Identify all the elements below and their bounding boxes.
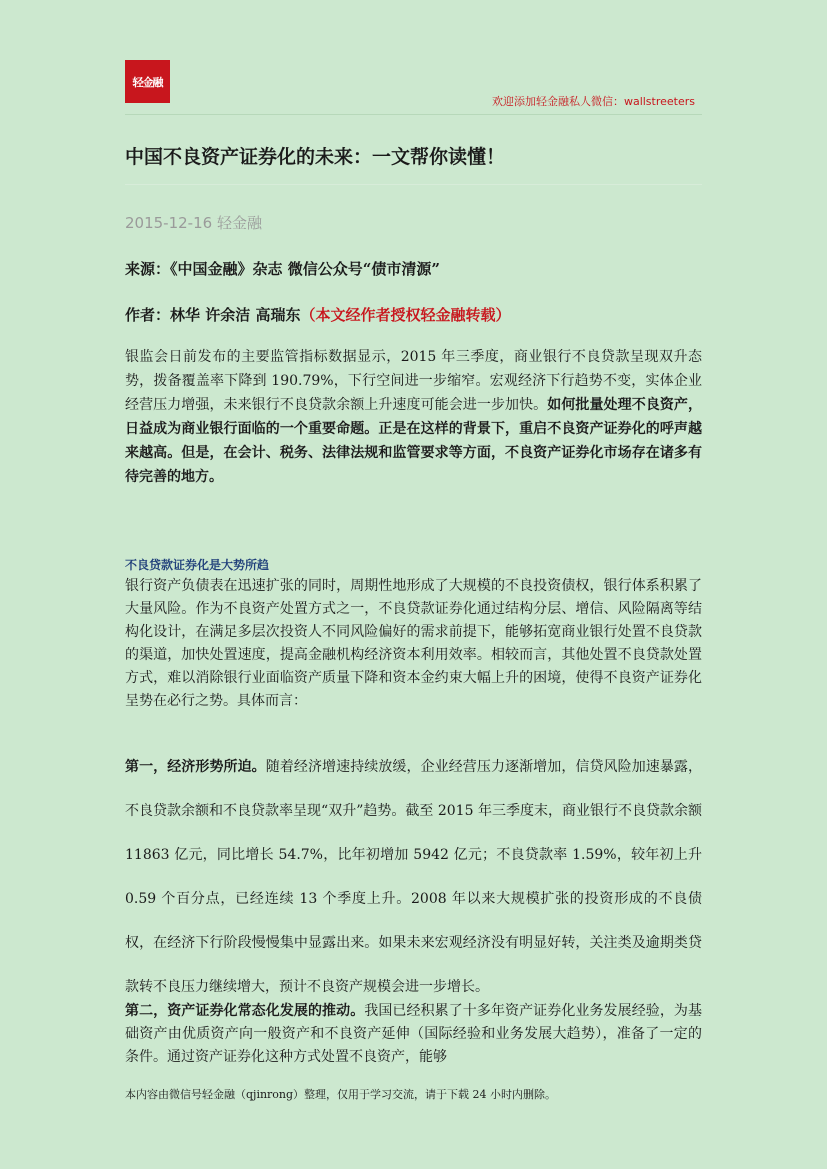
paragraph-1 [125,345,702,489]
paragraph-3-bold: 第一，经济形势所迫。 [125,759,266,775]
header-wechat-note: 欢迎添加轻金融私人微信：wallstreeters [491,95,695,108]
paragraph-2: 银行资产负债表在迅速扩张的同时，周期性地形成了大规模的不良投资债权，银行体系积累了大量风险。作为不良资产处置方式之一，不良贷款证券化通过结构分层、增信、风险隔离等结构化设计，在满足多层次投资人不同风险偏好的需求前提下，能够拓宽商业银行处置不良贷款的渠道，加快处置速度，提高金融机构经济资本利用效率。相较而言，其他处置不良贷款处置方式，难以消除银行业面临资产质量下降和资本金约束大幅上升的困境，使得不良资产证券化呈势在必行之势。具体而言： [125,578,702,709]
paragraph-4-bold: 第二，资产证券化常态化发展的推动。 [125,1003,365,1019]
section-heading: 不良贷款证券化是大势所趋 [125,558,270,572]
source-line: 来源：《中国金融》杂志 微信公众号“债市清源” [125,260,440,278]
footer-disclaimer: 本内容由微信号轻金融（qjinrong）整理，仅用于学习交流，请于下载 24 小时内删除。 [125,1088,557,1101]
paragraph-1-bold: 如何批量处理不良资产，日益成为商业银行面临的一个重要命题。正是在这样的背景下，重启不良资产证券化的呼声越来越高。但是，在会计、税务、法律法规和监管要求等方面，不良资产证券化市场存在诸多有待完善的地方。 [125,397,702,485]
paragraph-4-text: 我国已经积累了十多年资产证券化业务发展经验，为基础资产由优质资产向一般资产和不良资产延伸（国际经验和业务发展大趋势），准备了一定的条件。通过资产证券化这种方式处置不良资产，能够 [125,1003,703,1065]
article-title: 中国不良资产证券化的未来：一文帮你读懂！ [125,146,506,168]
paragraph-3 [125,745,702,1009]
title-divider [125,184,702,185]
author-line [125,304,702,325]
paragraph-3-text: 随着经济增速持续放缓，企业经营压力逐渐增加，信贷风险加速暴露，不良贷款余额和不良贷款率呈现“双升”趋势。截至 2015 年三季度末，商业银行不良贷款余额 11863 亿元，同比增长 54.7%，比年初增加 5942 亿元；不良贷款率 1.59%，较年初上升 0.59 个百分点，已经连续 13 个季度上升。2008 年以来大规模扩张的投资形成的不良债权，在经济下行阶段慢慢集中显露出来。 [125,759,702,951]
author-names: 作者：林华 许余洁 高瑞东 [125,306,301,324]
logo: 轻金融 [125,60,170,103]
author-note: （本文经作者授权轻金融转载） [300,306,511,324]
header-divider [125,114,702,115]
author-account: 轻金融 [216,214,262,232]
article-meta [125,212,262,233]
paragraph-1-text: 银监会日前发布的主要监管指标数据显示，2015 年三季度，商业银行不良贷款呈现双升态势，拨备覆盖率下降到 190.79%，下行空间进一步缩窄。宏观经济下行趋势不变，实体企业经营压力增强，未来银行不良贷款余额上升速度可能会进一步加快。 [125,349,702,413]
paragraph-4 [125,1000,702,1069]
publish-date: 2015-12-16 [125,214,213,232]
paragraph-3-text-tail: 如果未来宏观经济没有明显好转，关注类及逾期类贷款转不良压力继续增大，预计不良资产规模会进一步增长。 [125,935,703,995]
